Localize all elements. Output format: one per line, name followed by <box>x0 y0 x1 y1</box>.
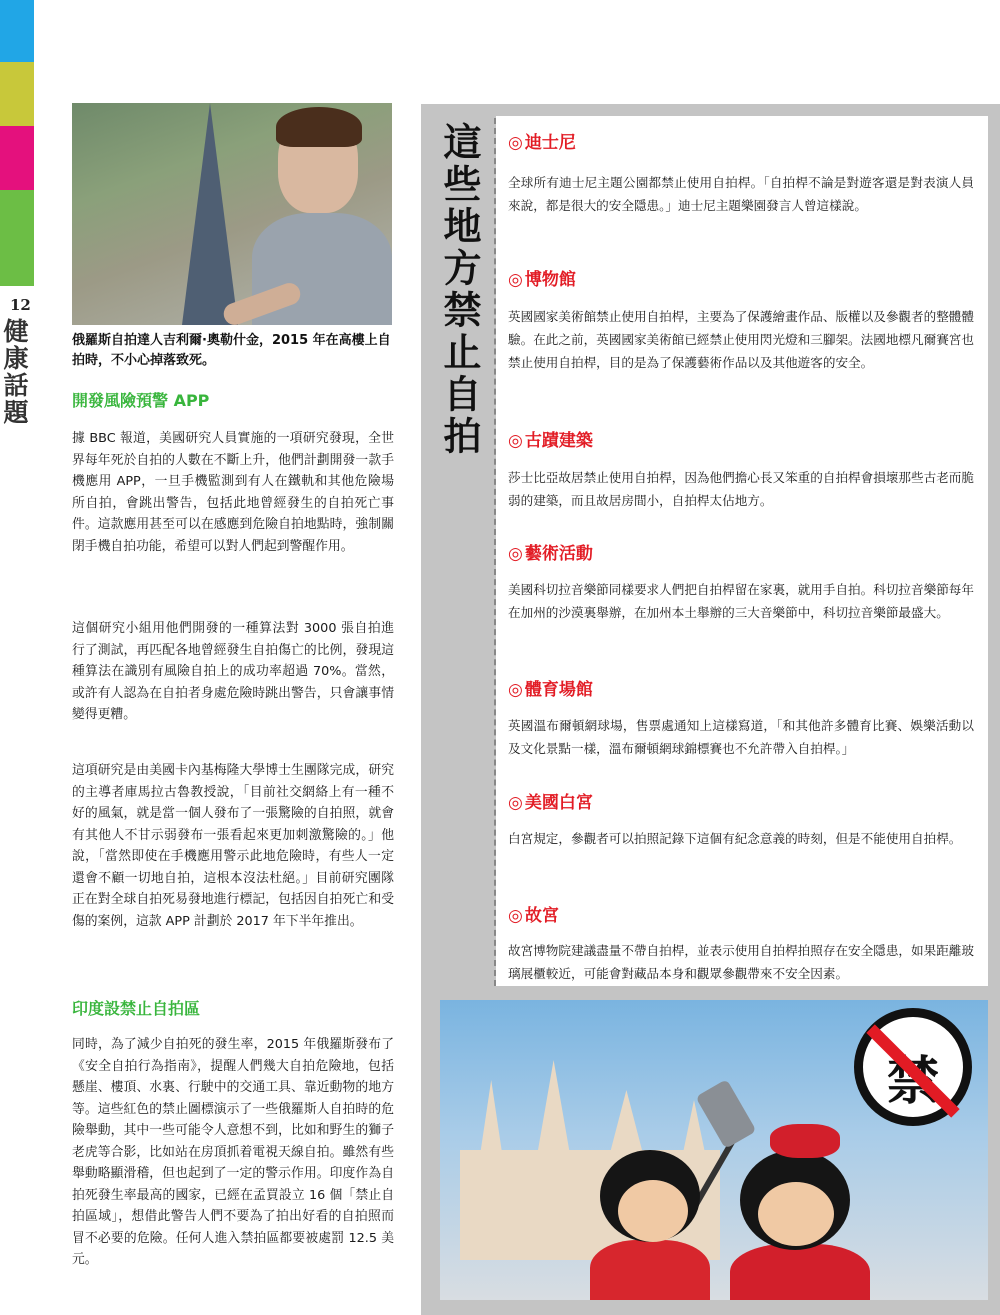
circle-marker-icon: ◎ <box>508 270 523 290</box>
page-number: 12 <box>10 296 31 314</box>
ban-sign-icon <box>854 1008 972 1126</box>
place-heading-disney: ◎ 迪士尼 <box>508 133 576 153</box>
phone-shape <box>695 1079 756 1149</box>
place-heading-museum: ◎ 博物館 <box>508 270 576 290</box>
disney-photo <box>440 1000 988 1300</box>
circle-marker-icon: ◎ <box>508 680 523 700</box>
panel-title: 這些地方禁止自拍 <box>437 122 482 458</box>
color-strip-green <box>0 190 34 286</box>
place-heading-arts: ◎ 藝術活動 <box>508 544 593 564</box>
place-heading-heritage: ◎ 古蹟建築 <box>508 431 593 451</box>
ban-sign-char: 禁 <box>886 1051 939 1112</box>
photo-caption: 俄羅斯自拍達人吉利爾·奧勒什金，2015 年在高樓上自拍時，不小心掉落致死。 <box>72 333 391 368</box>
paragraph: 據 BBC 報道，美國研究人員實施的一項研究發現，全世界每年死於自拍的人數在不斷上升，他們計劃開發一款手機應用 APP，一旦手機監測到有人在鐵軌和其他危險場所自拍，會跳出警告，包括此地曾經發生的自拍死亡事件。這款應用甚至可以在感應到危險自拍地點時，強制關閉手機自拍功能，希望可以對人們起到警醒作用。 <box>72 431 394 554</box>
paragraph: 這項研究是由美國卡內基梅隆大學博士生團隊完成，研究的主導者庫馬拉古魯教授說，「目前社交網絡上有一種不好的風氣，就是當一個人發布了一張驚險的自拍照，就會有其他人不甘示弱發布一張看起來更加刺激驚險的。」他說，「當然即使在手機應用警示此地危險時，有些人一定還會不顧一切地自拍，這根本沒法杜絕。」目前研究團隊正在對全球自拍死易發地進行標記，包括因自拍死亡和受傷的案例，這款 APP 計劃於 2017 年下半年推出。 <box>72 763 394 929</box>
mickey-body <box>590 1240 710 1300</box>
person-hair <box>276 107 362 147</box>
place-heading-palace: ◎ 故宮 <box>508 906 559 926</box>
circle-marker-icon: ◎ <box>508 906 523 926</box>
circle-marker-icon: ◎ <box>508 431 523 451</box>
minnie-bow <box>770 1124 840 1158</box>
section-label: 健康話題 <box>0 318 29 426</box>
circle-marker-icon: ◎ <box>508 133 523 153</box>
place-heading-whitehouse: ◎ 美國白宮 <box>508 793 593 813</box>
color-strip-yellow <box>0 62 34 126</box>
mickey-face <box>618 1180 688 1242</box>
place-heading-stadium: ◎ 體育場館 <box>508 680 593 700</box>
place-text: 美國科切拉音樂節同樣要求人們把自拍桿留在家裏，就用手自拍。科切拉音樂節每年在加州的沙漠裏舉辦，在加州本土舉辦的三大音樂節中，科切拉音樂節最盛大。 <box>508 582 974 620</box>
place-text: 英國溫布爾頓網球場，售票處通知上這樣寫道，「和其他許多體育比賽、娛樂活動以及文化景點一樣，溫布爾頓網球錦標賽也不允許帶入自拍桿。」 <box>508 718 974 756</box>
minnie-body <box>730 1244 870 1300</box>
color-strip-pink <box>0 126 34 190</box>
minnie-face <box>758 1182 834 1246</box>
place-text: 故宮博物院建議盡量不帶自拍桿，並表示使用自拍桿拍照存在安全隱患，如果距離玻璃展櫃較近，可能會對藏品本身和觀眾參觀帶來不安全因素。 <box>508 943 974 981</box>
color-strip-blue <box>0 0 34 62</box>
place-text: 莎士比亞故居禁止使用自拍桿，因為他們擔心長又笨重的自拍桿會損壞那些古老而脆弱的建築，而且故居房間小，自拍桿太佔地方。 <box>508 470 974 508</box>
place-text: 英國國家美術館禁止使用自拍桿，主要為了保護繪畫作品、版權以及參觀者的整體體驗。在此之前，英國國家美術館已經禁止使用閃光燈和三腳架。法國地標凡爾賽宮也禁止使用自拍桿，目的是為了保護藝術作品以及其他遊客的安全。 <box>508 309 974 370</box>
paragraph: 這個研究小組用他們開發的一種算法對 3000 張自拍進行了測試，再匹配各地曾經發生自拍傷亡的比例，發現這種算法在識別有風險自拍上的成功率超過 70%。當然，或許有人認為在自拍者身處危險時跳出警告，只會讓事情變得更糟。 <box>72 621 394 722</box>
skyscraper-shape <box>182 103 238 325</box>
place-text: 白宮規定，參觀者可以拍照記錄下這個有紀念意義的時刻，但是不能使用自拍桿。 <box>508 831 962 846</box>
circle-marker-icon: ◎ <box>508 793 523 813</box>
paragraph: 同時，為了減少自拍死的發生率，2015 年俄羅斯發布了《安全自拍行為指南》，提醒人們幾大自拍危險地，包括懸崖、樓頂、水裏、行駛中的交通工具、靠近動物的地方等。這些紅色的禁止圖標演示了一些俄羅斯人自拍時的危險舉動，其中一些可能令人意想不到，比如和野生的獅子老虎等合影，比如站在房頂抓着電視天線自拍。雖然有些舉動略顯滑稽，但也起到了一定的警示作用。印度作為自拍死發生率最高的國家，已經在孟買設立 16 個「禁止自拍區域」，想借此警告人們不要為了拍出好看的自拍照而冒不必要的危險。任何人進入禁拍區都要被處罰 12.5 美元。 <box>72 1037 394 1267</box>
dashed-divider <box>494 118 496 986</box>
place-text: 全球所有迪士尼主題公園都禁止使用自拍桿。「自拍桿不論是對遊客還是對表演人員來說，都是很大的安全隱患。」迪士尼主題樂園發言人曾這樣說。 <box>508 175 974 213</box>
heading-india: 印度設禁止自拍區 <box>72 999 201 1018</box>
heading-app: 開發風險預警 APP <box>72 391 210 410</box>
selfie-photo <box>72 103 392 325</box>
circle-marker-icon: ◎ <box>508 544 523 564</box>
